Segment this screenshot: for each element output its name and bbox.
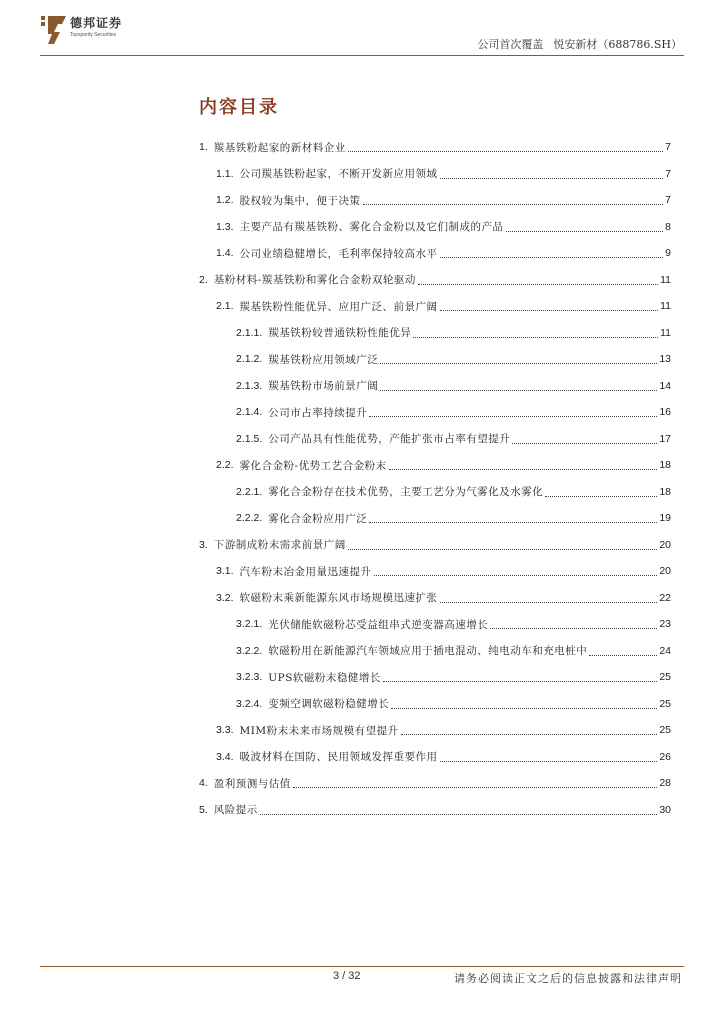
toc-entry-title: 盈利预测与估值 (213, 777, 291, 790)
toc-entry-number: 4. (199, 777, 208, 790)
toc-entry-page: 19 (659, 512, 671, 525)
table-of-contents (199, 134, 671, 823)
toc-dot-leader (293, 778, 658, 788)
toc-entry[interactable] (199, 161, 671, 188)
toc-entry-number: 2.1.1. (236, 326, 263, 339)
toc-entry-title: 汽车粉末冶金用量迅速提升 (239, 565, 372, 578)
toc-dot-leader (260, 805, 658, 815)
toc-dot-leader (374, 566, 658, 576)
toc-dot-leader (380, 354, 657, 364)
toc-entry-title: 公司产品具有性能优势，产能扩张市占率有望提升 (268, 433, 511, 446)
toc-entry-title: 羰基铁粉应用领域广泛 (268, 353, 379, 366)
toc-dot-leader (383, 672, 657, 682)
toc-entry-number: 3.2. (216, 591, 234, 604)
toc-entry[interactable] (199, 346, 671, 373)
toc-entry[interactable] (199, 187, 671, 214)
toc-entry-title: 羰基铁粉起家的新材料企业 (213, 141, 346, 154)
toc-dot-leader (440, 248, 664, 258)
toc-entry-title: 雾化合金粉-优势工艺合金粉末 (239, 459, 387, 472)
report-type: 公司首次覆盖 (477, 38, 544, 51)
toc-dot-leader (440, 593, 658, 603)
toc-entry-number: 3.2.4. (236, 697, 263, 710)
toc-entry-title: 风险提示 (213, 804, 258, 817)
toc-entry-number: 3.4. (216, 750, 234, 763)
toc-entry-number: 2. (199, 273, 208, 286)
company-logo (40, 14, 170, 48)
toc-dot-leader (348, 540, 658, 550)
toc-entry[interactable] (199, 452, 671, 479)
toc-entry[interactable] (199, 770, 671, 797)
toc-entry-page: 13 (659, 353, 671, 366)
toc-entry[interactable] (199, 717, 671, 744)
toc-entry[interactable] (199, 797, 671, 824)
toc-dot-leader (440, 301, 659, 311)
toc-entry-number: 3.2.1. (236, 618, 263, 631)
toc-entry[interactable] (199, 744, 671, 771)
toc-entry-number: 1.1. (216, 167, 234, 180)
toc-dot-leader (348, 142, 663, 152)
toc-entry[interactable] (199, 134, 671, 161)
toc-entry-page: 9 (665, 247, 671, 260)
toc-entry-page: 24 (659, 644, 671, 657)
toc-title: 内容目录 (199, 97, 279, 118)
toc-entry[interactable] (199, 611, 671, 638)
toc-entry-number: 3.1. (216, 565, 234, 578)
toc-entry-page: 11 (660, 273, 671, 286)
toc-entry-number: 1.3. (216, 220, 234, 233)
toc-entry-title: 软磁粉用在新能源汽车领域应用于插电混动、纯电动车和充电桩中 (268, 645, 588, 658)
toc-entry[interactable] (199, 373, 671, 400)
toc-entry-page: 23 (659, 618, 671, 631)
toc-entry-number: 3.2.2. (236, 644, 263, 657)
toc-entry-page: 7 (665, 141, 671, 154)
company-name: 悦安新材（688786.SH） (553, 38, 682, 51)
toc-entry-number: 3.2.3. (236, 671, 263, 684)
toc-entry-number: 5. (199, 803, 208, 816)
toc-dot-leader (389, 460, 658, 470)
toc-entry-page: 11 (660, 300, 671, 313)
toc-dot-leader (490, 619, 657, 629)
toc-entry-title: 光伏储能软磁粉芯受益组串式逆变器高速增长 (268, 618, 489, 631)
toc-dot-leader (380, 381, 657, 391)
toc-entry-title: 羰基铁粉较普通铁粉性能优异 (268, 327, 412, 340)
toc-dot-leader (369, 407, 657, 417)
toc-entry[interactable] (199, 585, 671, 612)
toc-entry-page: 18 (659, 485, 671, 498)
toc-entry-number: 1. (199, 141, 208, 154)
toc-entry-title: 羰基铁粉性能优异、应用广泛、前景广阔 (239, 300, 438, 313)
toc-entry-page: 25 (659, 671, 671, 684)
toc-entry-page: 20 (659, 565, 671, 578)
toc-dot-leader (413, 328, 658, 338)
toc-entry-title: 软磁粉末乘新能源东风市场规模迅速扩张 (239, 592, 438, 605)
toc-entry[interactable] (199, 691, 671, 718)
page-indicator: 3 / 32 (333, 970, 361, 982)
toc-entry-page: 14 (659, 379, 671, 392)
toc-dot-leader (589, 646, 657, 656)
toc-dot-leader (369, 513, 657, 523)
header-divider (40, 55, 684, 56)
header-report-info (477, 36, 682, 52)
toc-entry-title: UPS软磁粉末稳健增长 (268, 671, 381, 684)
toc-entry[interactable] (199, 664, 671, 691)
toc-entry-page: 25 (659, 724, 671, 737)
footer-divider (40, 966, 684, 967)
toc-entry[interactable] (199, 267, 671, 294)
toc-entry-number: 3. (199, 538, 208, 551)
toc-entry-page: 18 (659, 459, 671, 472)
toc-entry-number: 1.2. (216, 194, 234, 207)
toc-entry[interactable] (199, 505, 671, 532)
toc-entry-number: 3.3. (216, 724, 234, 737)
toc-entry-title: 雾化合金粉应用广泛 (268, 512, 368, 525)
toc-entry-number: 2.1.3. (236, 379, 263, 392)
toc-entry-title: 股权较为集中，便于决策 (239, 194, 361, 207)
toc-dot-leader (440, 169, 664, 179)
toc-entry[interactable] (199, 558, 671, 585)
logo-chinese-name: 德邦证券 (70, 16, 123, 30)
toc-entry[interactable] (199, 479, 671, 506)
toc-dot-leader (391, 699, 657, 709)
toc-dot-leader (418, 275, 658, 285)
toc-entry-number: 2.1. (216, 300, 234, 313)
toc-entry-title: 下游制成粉末需求前景广阔 (213, 539, 346, 552)
toc-entry-title: 羰基铁粉市场前景广阔 (268, 380, 379, 393)
toc-entry-title: 公司市占率持续提升 (268, 406, 368, 419)
toc-dot-leader (440, 752, 658, 762)
toc-entry-number: 2.2. (216, 459, 234, 472)
toc-dot-leader (363, 195, 664, 205)
toc-dot-leader (512, 434, 657, 444)
toc-entry[interactable] (199, 240, 671, 267)
toc-entry-title: 公司业绩稳健增长，毛利率保持较高水平 (239, 247, 438, 260)
toc-entry-title: 主要产品有羰基铁粉、雾化合金粉以及它们制成的产品 (239, 221, 504, 234)
toc-entry-number: 2.1.4. (236, 406, 263, 419)
footer-disclaimer: 请务必阅读正文之后的信息披露和法律声明 (454, 972, 682, 985)
toc-entry-title: 基粉材料-羰基铁粉和雾化合金粉双轮驱动 (213, 274, 416, 287)
logo-english-name: Topsperity Securities (70, 32, 117, 38)
toc-entry[interactable] (199, 214, 671, 241)
toc-entry-title: 雾化合金粉存在技术优势，主要工艺分为气雾化及水雾化 (268, 486, 544, 499)
toc-entry-title: 变频空调软磁粉稳健增长 (268, 698, 390, 711)
toc-entry-number: 2.1.2. (236, 353, 263, 366)
toc-entry-page: 22 (659, 591, 671, 604)
toc-entry-page: 7 (665, 194, 671, 207)
toc-entry[interactable] (199, 426, 671, 453)
toc-entry-page: 20 (659, 538, 671, 551)
toc-entry-number: 2.2.1. (236, 485, 263, 498)
toc-entry[interactable] (199, 320, 671, 347)
toc-entry[interactable] (199, 399, 671, 426)
toc-entry-page: 25 (659, 697, 671, 710)
toc-entry-page: 28 (659, 777, 671, 790)
toc-entry-page: 30 (659, 803, 671, 816)
toc-entry-page: 17 (659, 432, 671, 445)
toc-entry-number: 2.2.2. (236, 512, 263, 525)
toc-entry-page: 8 (665, 220, 671, 233)
logo-mark-icon (40, 14, 68, 46)
toc-entry-page: 7 (665, 167, 671, 180)
toc-dot-leader (545, 487, 657, 497)
toc-entry-title: MIM粉末未来市场规模有望提升 (239, 724, 399, 737)
toc-entry-number: 1.4. (216, 247, 234, 260)
toc-entry-page: 11 (660, 326, 671, 339)
toc-entry-page: 16 (659, 406, 671, 419)
toc-entry-title: 公司羰基铁粉起家，不断开发新应用领域 (239, 168, 438, 181)
toc-entry[interactable] (199, 638, 671, 665)
toc-dot-leader (401, 725, 658, 735)
toc-entry[interactable] (199, 293, 671, 320)
toc-dot-leader (506, 222, 664, 232)
toc-entry[interactable] (199, 532, 671, 559)
toc-entry-number: 2.1.5. (236, 432, 263, 445)
toc-entry-page: 26 (659, 750, 671, 763)
toc-entry-title: 吸波材料在国防、民用领域发挥重要作用 (239, 751, 438, 764)
